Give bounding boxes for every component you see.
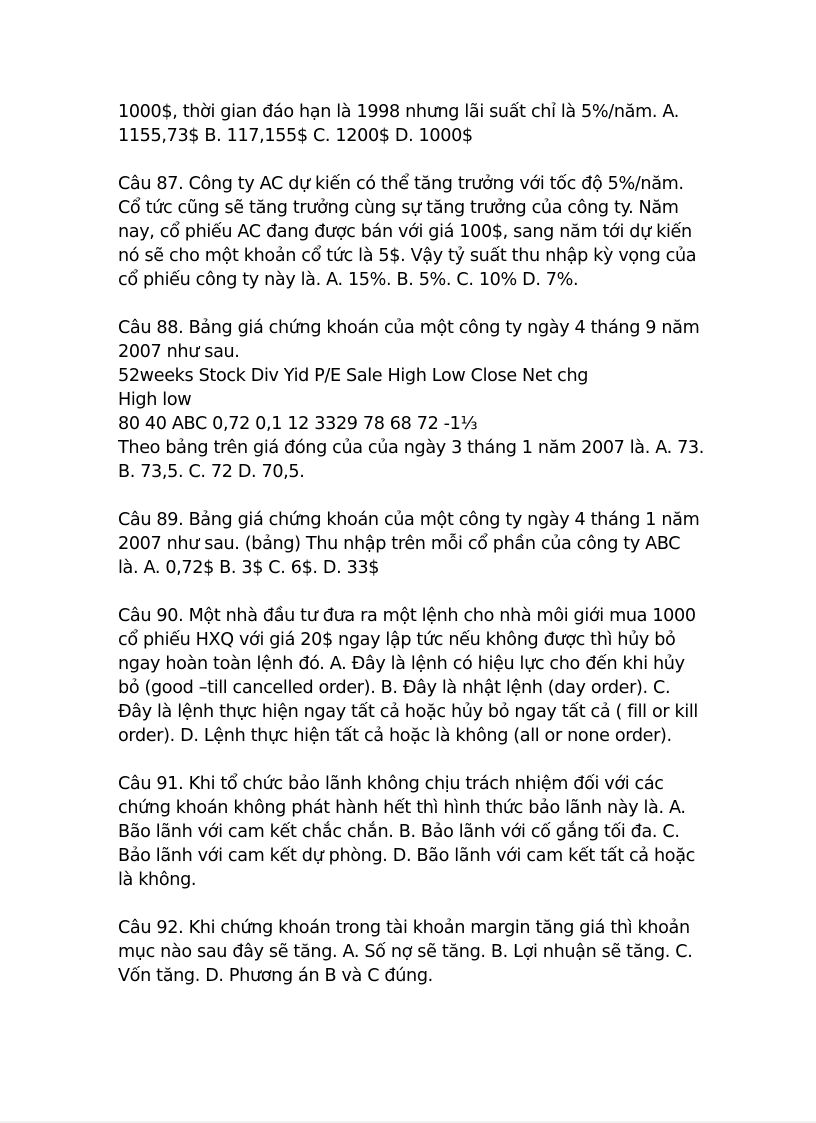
question-92: [118, 916, 708, 988]
text-line: Bảo lãnh với cam kết dự phòng. D. Bão lãnh với cam kết tất cả hoặc: [118, 846, 695, 866]
text-line: Câu 92. Khi chứng khoán trong tài khoản margin tăng giá thì khoản: [118, 918, 690, 938]
text-line: cổ phiếu HXQ với giá 20$ ngay lập tức nếu không được thì hủy bỏ: [118, 630, 676, 650]
text-line: nó sẽ cho một khoản cổ tức là 5$. Vậy tỷ suất thu nhập kỳ vọng của: [118, 246, 697, 266]
text-line: Vốn tăng. D. Phương án B và C đúng.: [118, 966, 433, 986]
text-line: bỏ (good –till cancelled order). B. Đây là nhật lệnh (day order). C.: [118, 678, 671, 698]
text-line: chứng khoán không phát hành hết thì hình thức bảo lãnh này là. A.: [118, 798, 686, 818]
question-87: [118, 172, 708, 292]
question-86-continuation: [118, 100, 708, 148]
text-line: B. 73,5. C. 72 D. 70,5.: [118, 462, 305, 482]
text-line: 2007 như sau. (bảng) Thu nhập trên mỗi cổ phần của công ty ABC: [118, 534, 681, 554]
question-89: [118, 508, 708, 580]
text-line: Câu 91. Khi tổ chức bảo lãnh không chịu trách nhiệm đối với các: [118, 774, 664, 794]
text-line: là. A. 0,72$ B. 3$ C. 6$. D. 33$: [118, 558, 380, 578]
text-line: cổ phiếu công ty này là. A. 15%. B. 5%. C. 10% D. 7%.: [118, 270, 579, 290]
document-page: [118, 100, 708, 1012]
text-line: 80 40 ABC 0,72 0,1 12 3329 78 68 72 -1⅓: [118, 414, 478, 434]
question-88: [118, 316, 708, 484]
text-line: Câu 88. Bảng giá chứng khoán của một công ty ngày 4 tháng 9 năm: [118, 318, 700, 338]
text-line: order). D. Lệnh thực hiện tất cả hoặc là không (all or none order).: [118, 726, 672, 746]
text-line: Đây là lệnh thực hiện ngay tất cả hoặc hủy bỏ ngay tất cả ( fill or kill: [118, 702, 698, 722]
text-line: Bão lãnh với cam kết chắc chắn. B. Bảo lãnh với cố gắng tối đa. C.: [118, 822, 680, 842]
text-line: 52weeks Stock Div Yid P/E Sale High Low Close Net chg: [118, 366, 589, 386]
text-line: nay, cổ phiếu AC đang được bán với giá 100$, sang năm tới dự kiến: [118, 222, 692, 242]
text-line: High low: [118, 390, 192, 410]
text-line: Câu 89. Bảng giá chứng khoán của một công ty ngày 4 tháng 1 năm: [118, 510, 700, 530]
text-line: Câu 87. Công ty AC dự kiến có thể tăng trưởng với tốc độ 5%/năm.: [118, 174, 684, 194]
text-line: Cổ tức cũng sẽ tăng trưởng cùng sự tăng trưởng của công ty. Năm: [118, 198, 679, 218]
text-line: Theo bảng trên giá đóng của của ngày 3 tháng 1 năm 2007 là. A. 73.: [118, 438, 705, 458]
text-line: Câu 90. Một nhà đầu tư đưa ra một lệnh cho nhà môi giới mua 1000: [118, 606, 696, 626]
text-line: 1000$, thời gian đáo hạn là 1998 nhưng lãi suất chỉ là 5%/năm. A.: [118, 102, 679, 122]
text-line: 1155,73$ B. 117,155$ C. 1200$ D. 1000$: [118, 126, 473, 146]
text-line: 2007 như sau.: [118, 342, 240, 362]
text-line: ngay hoàn toàn lệnh đó. A. Đây là lệnh có hiệu lực cho đến khi hủy: [118, 654, 685, 674]
text-line: mục nào sau đây sẽ tăng. A. Số nợ sẽ tăng. B. Lợi nhuận sẽ tăng. C.: [118, 942, 693, 962]
text-line: là không.: [118, 870, 197, 890]
question-90: [118, 604, 708, 748]
question-91: [118, 772, 708, 892]
